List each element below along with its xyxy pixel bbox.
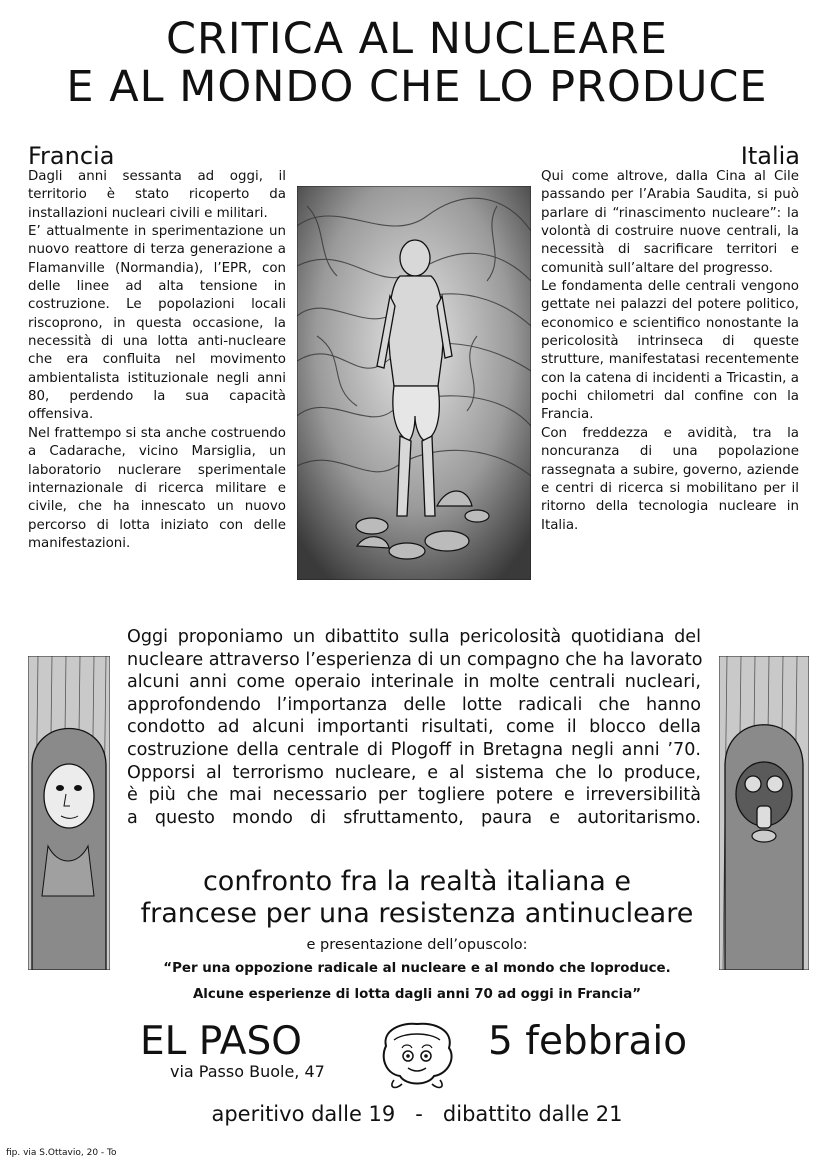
right-paragraph: Le fondamenta delle centrali vengono gettate nei palazzi del potere politico, economico e scientifico nonostante la pericolosità intrinseca di queste strutture, manifestatasi recentemente con la catena di incidenti a Tricastin, a pochi chilometri dal confine con la Francia. [541,279,799,423]
el-paso-logo [374,1018,460,1092]
left-paragraph: Dagli anni sessanta ad oggi, il territorio è stato ricoperto da installazioni nucleari civili e militari. [28,169,286,221]
left-column-heading: Francia [28,142,115,170]
venue-name: EL PASO [140,1019,302,1064]
main-text-line: Opporsi al terrorismo nucleare, e al sistema che lo produce, [127,762,701,783]
left-paragraph: Nel frattempo si sta anche costruendo a Cadarache, vicino Marsiglia, un laboratorio nuclerare sperimentale internazionale di ricerca militare e civile, che ha innescato un nuovo percorso di lotta iniziato con delle manifestazioni. [28,425,286,551]
presentazione-label: e presentazione dell’opuscolo: [306,937,528,953]
confronto-line-1: confronto fra la realtà italiana e [202,866,632,897]
main-description [127,626,701,829]
page-title-line-1: CRITICA AL NUCLEARE [166,14,668,64]
event-schedule: aperitivo dalle 19 - dibattito dalle 21 [211,1102,623,1126]
right-paragraph: Qui come altrove, dalla Cina al Cile passando per l’Arabia Saudita, si può parlare di “rinascimento nucleare”: la volontà di costruire nuove centrali, la necessità di sacrificare territori e comunità sull’altare del progresso. [541,169,799,276]
printer-credit: fip. via S.Ottavio, 20 - To [6,1148,117,1158]
event-date: 5 febbraio [488,1019,688,1064]
left-column-text [28,168,286,553]
opuscolo-title-line-1: “Per una oppozione radicale al nucleare e al mondo che loproduce. [163,961,671,976]
main-text-line: è più che mai necessario per togliere potere e irreversibilità [127,785,701,806]
main-text-line: nucleare attraverso l’esperienza di un compagno che ha lavorato [127,649,703,670]
main-text-line: condotto ad alcuni importanti risultati, come il blocco della [127,717,701,738]
page-title-line-2: E AL MONDO CHE LO PRODUCE [66,62,768,112]
right-paragraph: Con freddezza e avidità, tra la noncuranza di una popolazione rassegnata a subire, governo, aziende e centri di ricerca si mobilitano per il ritorno della tecnologia nucleare in Italia. [541,425,799,533]
right-column-heading: Italia [740,142,800,170]
main-text-line: costruzione della centrale di Plogoff in Bretagna negli anni ’70. [127,739,701,760]
left-paragraph: E’ attualmente in sperimentazione un nuovo reattore di terza generazione a Flamanville (Normandia), l’EPR, con delle linee ad alta tensione in costruzione. Le popolazioni locali riscoprono, in questa occasione, la necessità di una lotta anti-nucleare che era confluita nel movimento ambientalista istituzionale negli anni 80, perdendo la sua capacità offensiva. [28,224,286,423]
illustration-child-in-smoke [297,186,531,580]
main-text-line: a questo mondo di sfruttamento, paura e autoritarismo. [127,807,701,828]
main-text-line: approfondendo l’importanza delle lotte radicali che hanno [127,694,701,715]
main-text-line: alcuni anni come operaio interinale in molte centrali nucleari, [127,672,701,693]
opuscolo-title-line-2: Alcune esperienze di lotta dagli anni 70 ad oggi in Francia” [192,987,642,1002]
confronto-line-2: francese per una resistenza antinucleare [140,898,694,929]
venue-address: via Passo Buole, 47 [170,1062,325,1081]
main-text-line: Oggi proponiamo un dibattito sulla pericolosità quotidiana del [127,627,701,647]
right-column-text [541,168,799,535]
